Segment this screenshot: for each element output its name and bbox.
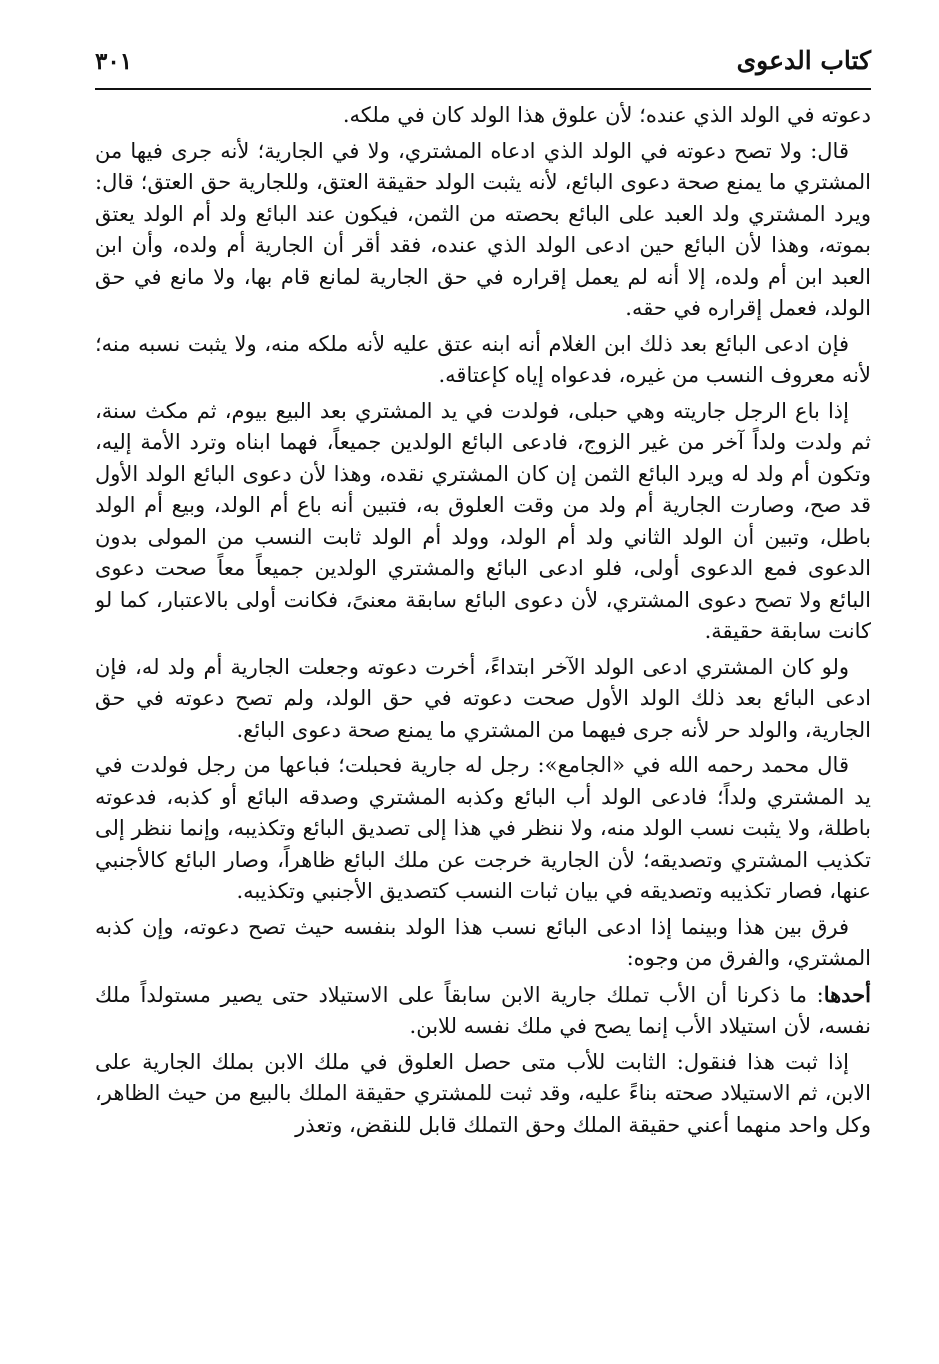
paragraph-1	[95, 100, 871, 132]
paragraph-4	[95, 396, 871, 648]
header-divider	[95, 88, 871, 90]
paragraph-text: قال محمد رحمه الله في «الجامع»: رجل له جارية فحبلت؛ فباعها من رجل فولدت في يد المشتري ولداً؛ فادعى الولد أب البائع وكذبه المشتري وصدقه البائع أو كذبه، فدعوته باطلة، ولا يثبت نسب الولد منه، ولا ننظر في هذا إلى تصديق البائع وتكذيبه، وإنما ننظر إلى تكذيب المشتري وتصديقه؛ لأن الجارية خرجت عن ملك البائع ظاهراً، وصار البائع كالأجنبي عنها، فصار تكذيبه وتصديقه في بيان ثبات النسب كتصديق الأجنبي وتكذيبه.	[95, 753, 871, 903]
paragraph-text: قال: ولا تصح دعوته في الولد الذي ادعاه المشتري، ولا في الجارية؛ لأنه جرى فيها من المشتري ما يمنع صحة دعوى البائع، لأنه يثبت الولد حقيقة العتق، وللجارية حق العتق؛ قال: ويرد المشتري ولد العبد على البائع بحصته من الثمن، فيكون عند البائع ولد أم الولد يعتق بموته، وهذا لأن البائع حين ادعى الولد الذي عنده، فقد أقر أن الجارية أم ولده، وأن ابن العبد ابن أم ولده، إلا أنه لم يعمل إقراره في حق الجارية لمانع قام بها، ولا مانع في حق الولد، فعمل إقراره في حقه.	[95, 138, 871, 320]
page-number: ٣٠١	[95, 48, 133, 75]
paragraph-text: إذا ثبت هذا فنقول: الثابت للأب متى حصل العلوق في ملك الابن بملك الجارية على الابن، ثم الاستيلاد صحته بناءً عليه، وقد ثبت للمشتري حقيقة الملك بالبيع من حيث الظاهر، وكل واحد منهما أعني حقيقة الملك وحق التملك قابل للنقض، وتعذر	[95, 1049, 871, 1137]
paragraph-8	[95, 979, 871, 1043]
paragraph-2	[95, 136, 871, 325]
paragraph-text: فرق بين هذا وبينما إذا ادعى البائع نسب هذا الولد بنفسه حيث تصح دعوته، وإن كذبه المشتري، والفرق من وجوه:	[95, 914, 871, 970]
paragraph-9	[95, 1047, 871, 1142]
paragraph-text: : ما ذكرنا أن الأب تملك جارية الابن سابقاً على الاستيلاد حتى يصير مستولداً ملك نفسه، لأن استيلاد الأب إنما يصح في ملك نفسه للابن.	[95, 982, 871, 1038]
main-text	[95, 100, 871, 1356]
running-title: كتاب الدعوى	[736, 46, 871, 75]
paragraph-lead-word: أحدها	[823, 981, 871, 1007]
paragraph-3	[95, 329, 871, 392]
paragraph-text: دعوته في الولد الذي عنده؛ لأن علوق هذا الولد كان في ملكه.	[342, 103, 871, 127]
paragraph-text: إذا باع الرجل جاريته وهي حبلى، فولدت في يد المشتري بعد البيع بيوم، ثم مكث سنة، ثم ولدت ولداً آخر من غير الزوج، فادعى البائع الولدين جميعاً، فهما ابناه وترد الأمة إليه، وتكون أم ولد له ويرد البائع الثمن إن كان المشتري نقده، وهذا لأن دعوى البائع الولد الأول قد صح، وصارت الجارية أم ولد من وقت العلوق به، فتبين أنه باع أم الولد، وبيع أم الولد باطل، وتبين أن الولد الثاني ولد أم الولد، وولد أم الولد ثابت النسب من المولى بدون الدعوى فمع الدعوى أولى، فلو ادعى البائع والمشتري الولدين جميعاً معاً صحت دعوى البائع ولا تصح دعوى المشتري، لأن دعوى البائع سابقة معنىً، فكانت أولى بالاعتبار، كما لو كانت سابقة حقيقة.	[95, 398, 871, 643]
paragraph-text: ولو كان المشتري ادعى الولد الآخر ابتداءً، أخرت دعوته وجعلت الجارية أم ولد له، فإن ادعى البائع بعد ذلك الولد الأول صحت دعوته في حق الولد، ولم تصح دعوته في حق الجارية، والولد حر لأنه جرى فيهما من المشتري ما يمنع صحة دعوى البائع.	[95, 654, 871, 742]
page-header	[95, 40, 871, 88]
paragraph-7	[95, 912, 871, 975]
paragraph-6	[95, 750, 871, 908]
paragraph-text: فإن ادعى البائع بعد ذلك ابن الغلام أنه ابنه عتق عليه لأنه ملكه منه، ولا يثبت نسبه منه؛ لأنه معروف النسب من غيره، فدعواه إياه كإعتاقه.	[95, 331, 871, 387]
paragraph-5	[95, 652, 871, 747]
